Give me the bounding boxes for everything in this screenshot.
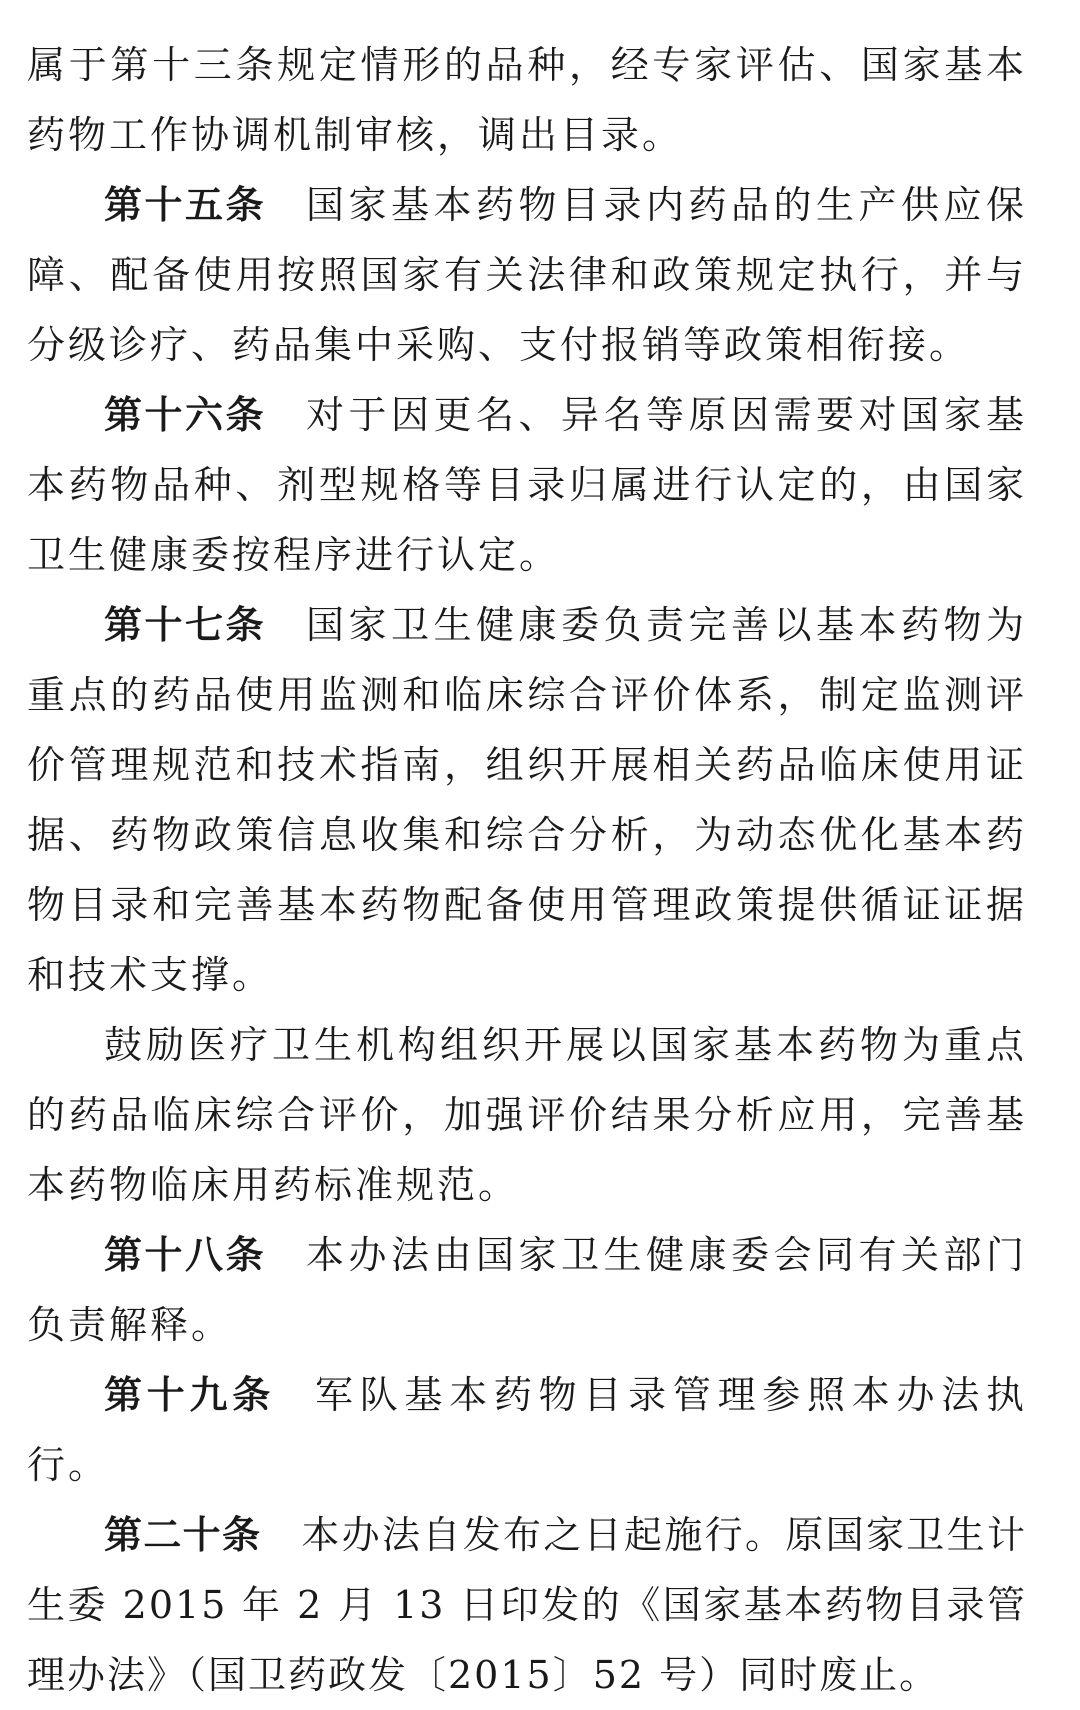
article-heading: 第十七条 <box>104 602 266 647</box>
paragraph-text: 国家卫生健康委负责完善以基本药物为重点的药品使用监测和临床综合评价体系，制定监测评价管理规范和技术指南，组织开展相关药品临床使用证据、药物政策信息收集和综合分析，为动态优化基本药物目录和完善基本药物配备使用管理政策提供循证证据和技术支撑。 <box>27 603 1027 997</box>
paragraph-article-17 <box>27 590 1027 1010</box>
article-heading: 第二十条 <box>104 1512 262 1557</box>
paragraph-text: 鼓励医疗卫生机构组织开展以国家基本药物为重点的药品临床综合评价，加强评价结果分析应用，完善基本药物临床用药标准规范。 <box>27 1023 1027 1207</box>
article-heading: 第十五条 <box>104 182 266 227</box>
paragraph-article-14-continued <box>27 30 1027 170</box>
article-heading: 第十八条 <box>104 1232 266 1277</box>
paragraph-text: 对于因更名、异名等原因需要对国家基本药物品种、剂型规格等目录归属进行认定的，由国家卫生健康委按程序进行认定。 <box>27 393 1027 577</box>
paragraph-article-17-second <box>27 1010 1027 1220</box>
paragraph-text: 本办法由国家卫生健康委会同有关部门负责解释。 <box>27 1233 1027 1347</box>
paragraph-article-19 <box>27 1360 1027 1500</box>
paragraph-article-18 <box>27 1220 1027 1360</box>
paragraph-article-16 <box>27 380 1027 590</box>
paragraph-article-15 <box>27 170 1027 380</box>
paragraph-text: 军队基本药物目录管理参照本办法执行。 <box>27 1373 1027 1487</box>
paragraph-text: 国家基本药物目录内药品的生产供应保障、配备使用按照国家有关法律和政策规定执行，并与分级诊疗、药品集中采购、支付报销等政策相衔接。 <box>27 183 1027 367</box>
article-heading: 第十九条 <box>104 1372 275 1417</box>
paragraph-text: 属于第十三条规定情形的品种，经专家评估、国家基本药物工作协调机制审核，调出目录。 <box>27 43 1027 157</box>
paragraph-text: 本办法自发布之日起施行。原国家卫生计生委 2015 年 2 月 13 日印发的《国家基本药物目录管理办法》（国卫药政发〔2015〕52 号）同时废止。 <box>27 1513 1027 1697</box>
paragraph-article-20 <box>27 1500 1027 1710</box>
article-heading: 第十六条 <box>104 392 266 437</box>
document-page <box>27 30 1027 1710</box>
